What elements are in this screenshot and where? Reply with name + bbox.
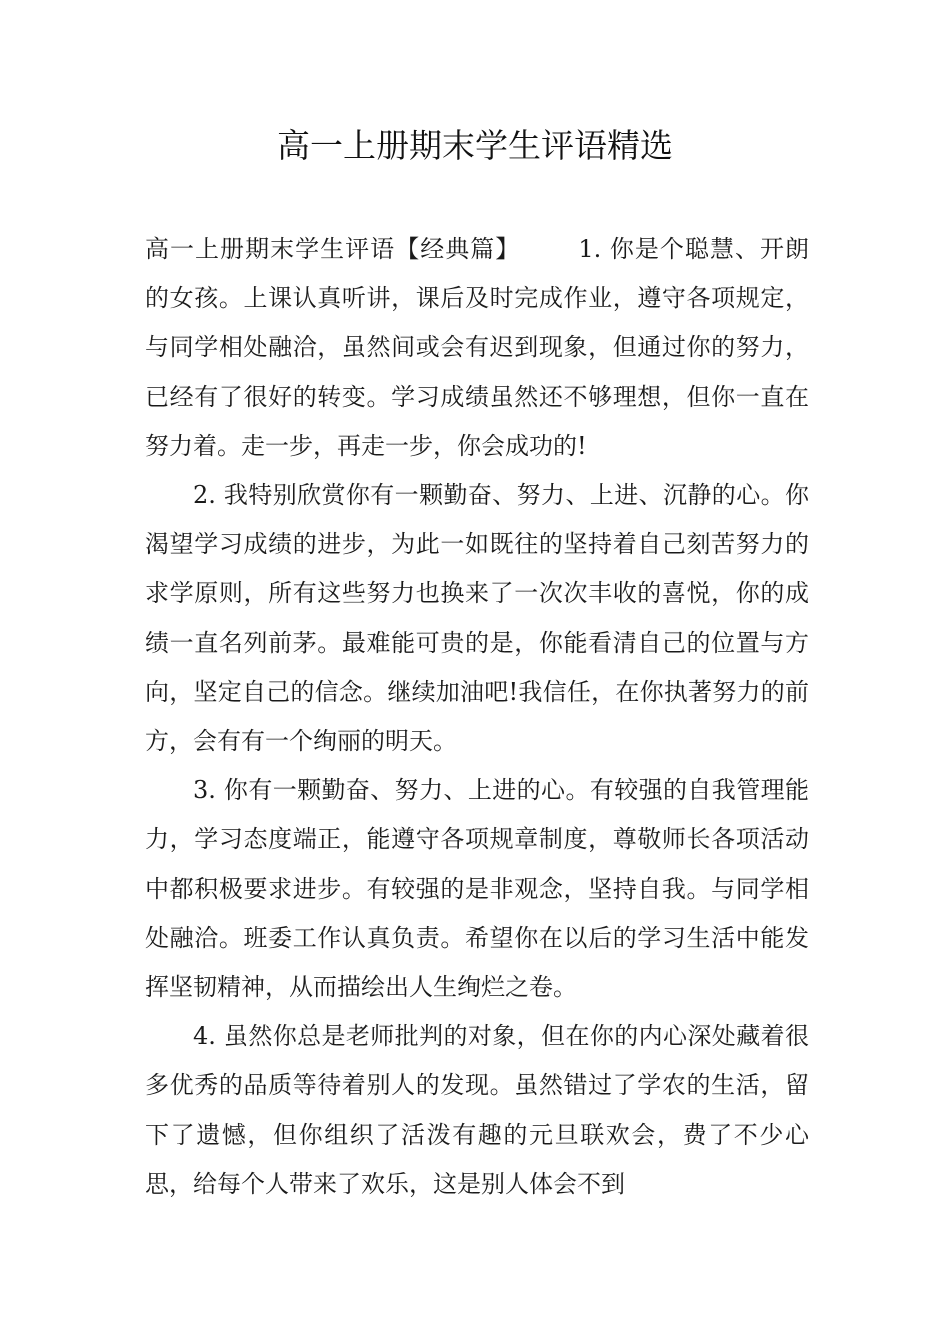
page-title: 高一上册期末学生评语精选 — [277, 126, 673, 165]
paragraph-1-text: 1. 你是个聪慧、开朗的女孩。上课认真听讲，课后及时完成作业，遵守各项规定，与同学相处融洽，虽然间或会有迟到现象，但通过你的努力，已经有了很好的转变。学习成绩虽然还不够理想，但你一直在努力着。走一步，再走一步，你会成功的! — [145, 235, 810, 460]
paragraph-4: 4. 虽然你总是老师批判的对象，但在你的内心深处藏着很多优秀的品质等待着别人的发现。虽然错过了学农的生活，留下了遗憾，但你组织了活泼有趣的元旦联欢会，费了不少心思，给每个人带来了欢乐，这是别人体会不到 — [145, 1022, 809, 1198]
intro-label: 高一上册期末学生评语【经典篇】 — [145, 235, 521, 263]
paragraph-2: 2. 我特别欣赏你有一颗勤奋、努力、上进、沉静的心。你渴望学习成绩的进步，为此一如既往的坚持着自己刻苦努力的求学原则，所有这些努力也换来了一次次丰收的喜悦，你的成绩一直名列前茅。最难能可贵的是，你能看清自己的位置与方向，坚定自己的信念。继续加油吧!我信任，在你执著努力的前方，会有有一个绚丽的明天。 — [145, 481, 809, 756]
paragraph-3: 3. 你有一颗勤奋、努力、上进的心。有较强的自我管理能力，学习态度端正，能遵守各项规章制度，尊敬师长各项活动中都积极要求进步。有较强的是非观念，坚持自我。与同学相处融洽。班委工作认真负责。希望你在以后的学习生活中能发挥坚韧精神，从而描绘出人生绚烂之卷。 — [145, 776, 809, 1002]
document-body — [145, 225, 809, 1209]
paragraph-1 — [145, 225, 809, 471]
